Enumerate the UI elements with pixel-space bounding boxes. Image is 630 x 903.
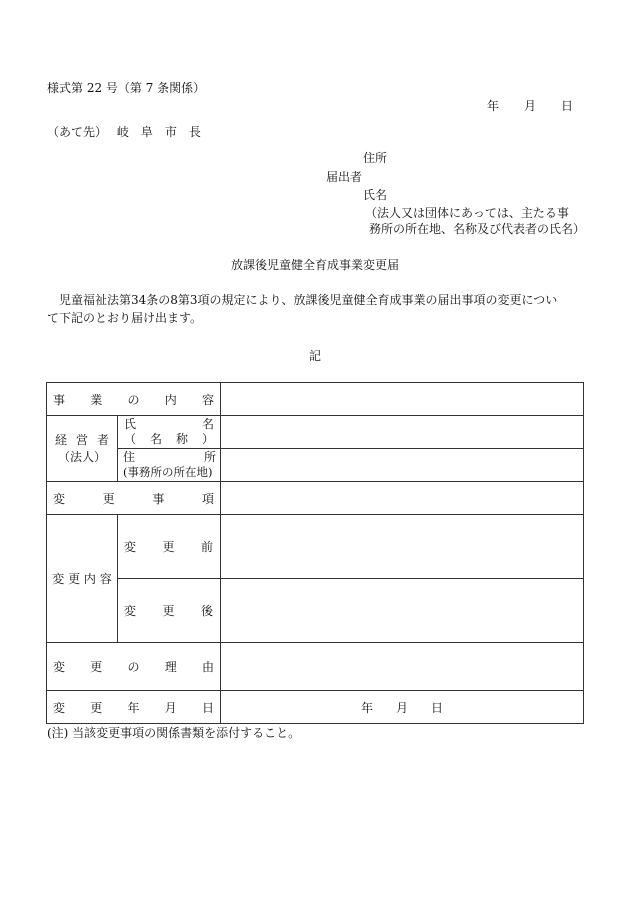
change-content-text: 変 更 内 容 [52,572,112,586]
operator-char: 者 [96,432,109,447]
name-label: 氏名 [363,188,388,202]
business-content-label [47,383,221,416]
operator-char: 営 [75,432,88,447]
after-char: 後 [201,604,214,618]
body-text-line2: て下記のとおり届け出ます。 [47,311,203,325]
change-date-char: 更 [90,700,103,715]
before-label [118,515,221,579]
before-char: 更 [162,540,175,554]
row-change-date [47,691,584,724]
reason-char: の [127,660,140,674]
name-paren-char: 名 [150,432,163,446]
reason-char: 理 [164,660,177,674]
change-date-month: 月 [396,700,409,715]
address-char: 所 [204,450,217,464]
corporate-note-line1: （法人又は団体にあっては、主たる事 [365,206,569,220]
footnote: (注) 当該変更事項の関係書類を添付すること。 [47,726,301,740]
row-change-item [47,482,584,515]
change-item-label [47,482,221,515]
name-field[interactable] [221,416,584,449]
address-char: 住 [123,450,136,464]
reason-field[interactable] [221,643,584,691]
business-content-char: 業 [90,392,103,407]
change-form-table [46,382,584,724]
business-content-char: 内 [164,392,177,407]
change-date-char: 変 [53,700,66,715]
row-operator-name [47,416,584,449]
before-char: 変 [124,540,137,554]
address-label: 住所 [363,151,388,165]
row-change-after [47,579,584,643]
name-paren-char: （ [124,432,137,446]
corporate-note [365,205,586,237]
reason-label [47,643,221,691]
row-change-reason [47,643,584,691]
after-field[interactable] [221,579,584,643]
form-number: 様式第 22 号（第 7 条関係） [47,81,206,95]
name-paren-char: 称 [176,432,189,446]
business-content-field[interactable] [221,383,584,416]
date-year: 年 [487,99,500,113]
name-char: 名 [202,417,215,431]
change-item-char: 変 [53,491,66,506]
date-month: 月 [523,99,536,113]
change-content-label [47,515,118,643]
change-date-char: 年 [127,700,140,715]
ki-heading: 記 [308,349,321,363]
body-text-line1: 児童福祉法第34条の8第3項の規定により、放課後児童健全育成事業の届出事項の変更につい [59,293,558,307]
after-label [118,579,221,643]
row-business-content [47,383,584,416]
reason-char: 由 [202,660,215,674]
after-char: 変 [124,604,137,618]
reason-char: 変 [53,660,66,674]
business-content-char: 容 [202,392,215,407]
office-location-label: (事務所の所在地) [123,465,213,479]
name-cell-label [118,416,221,449]
business-content-char: 事 [53,392,66,407]
before-field[interactable] [221,515,584,579]
submitter-label: 届出者 [326,170,363,184]
date-line [487,99,573,113]
operator-corp-label: （法人） [57,449,106,464]
before-char: 前 [201,540,214,554]
change-date-year: 年 [361,700,374,715]
operator-char: 経 [55,432,68,447]
address-cell-label [118,449,221,482]
date-day: 日 [560,99,573,113]
operator-label [47,416,118,482]
corporate-note-line2: 務所の所在地、名称及び代表者の氏名） [369,222,586,236]
change-item-char: 事 [152,491,165,506]
row-operator-address [47,449,584,482]
name-paren-char: ） [202,432,215,446]
body-text [47,291,582,327]
change-item-field[interactable] [221,482,584,515]
change-date-char: 日 [202,700,215,715]
change-date-field[interactable] [221,691,584,724]
row-change-before [47,515,584,579]
after-char: 更 [162,604,175,618]
change-date-label [47,691,221,724]
business-content-char: の [127,392,140,407]
address-field[interactable] [221,449,584,482]
document-title: 放課後児童健全育成事業変更届 [230,258,399,272]
name-char: 氏 [124,417,137,431]
addressee: （あて先） 岐 阜 市 長 [47,125,201,139]
change-item-char: 項 [201,491,214,506]
change-date-char: 月 [164,700,177,715]
change-date-day: 日 [430,700,443,715]
reason-char: 更 [90,660,103,674]
change-item-char: 更 [102,491,115,506]
